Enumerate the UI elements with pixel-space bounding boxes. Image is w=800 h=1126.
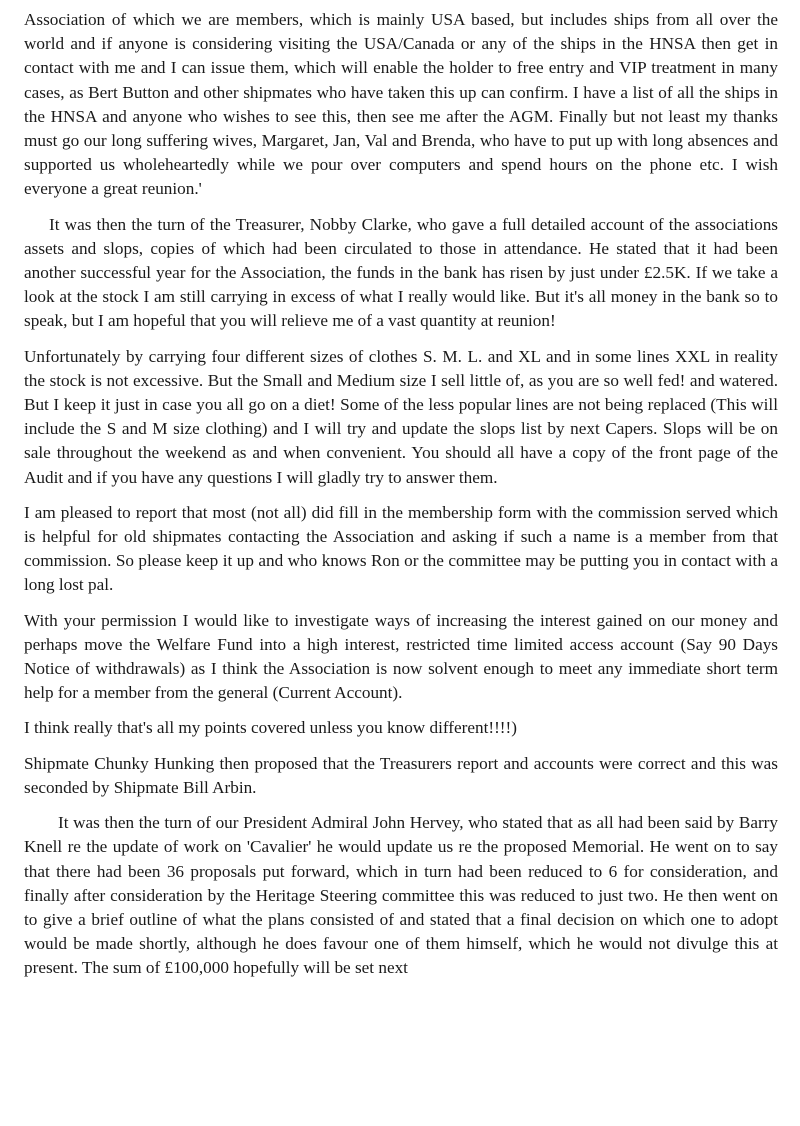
- paragraph-proposal-seconded: Shipmate Chunky Hunking then proposed that the Treasurers report and accounts were correct and this was seconded by Shipmate Bill Arbin.: [24, 753, 778, 797]
- paragraph-treasurer-report: It was then the turn of the Treasurer, Nobby Clarke, who gave a full detailed account of the associations assets and slops, copies of which had been circulated to those in attendance. He stated that it had been another successful year for the Association, the funds in the bank has risen by just under £2.5K. If we take a look at the stock I am still carrying in excess of what I really would like. But it's all money in the bank so to speak, but I am hopeful that you will relieve me of a vast quantity at reunion!: [24, 214, 778, 331]
- paragraph-membership-form: I am pleased to report that most (not all) did fill in the membership form with the commission served which is helpful for old shipmates contacting the Association and asking if such a name is a member from that commission. So please keep it up and who knows Ron or the committee may be putting you in contact with a long lost pal.: [24, 502, 778, 595]
- paragraph-stock-sizes: Unfortunately by carrying four different sizes of clothes S. M. L. and XL and in some lines XXL in reality the stock is not excessive. But the Small and Medium size I sell little of, as you are so well fed! and watered. But I keep it just in case you all go on a diet! Some of the less popular lines are not being replaced (This will include the S and M size clothing) and I will try and update the slops list by next Capers. Slops will be on sale throughout the weekend as and when convenient. You should all have a copy of the front page of the Audit and if you have any questions I will gladly try to answer them.: [24, 346, 778, 487]
- paragraph-welfare-fund: With your permission I would like to investigate ways of increasing the interest gained on our money and perhaps move the Welfare Fund into a high interest, restricted time limited access account (Say 90 Days Notice of withdrawals) as I think the Association is now solvent enough to meet any immediate short term help for a member from the general (Current Account).: [24, 610, 778, 703]
- document-page: [24, 8, 778, 992]
- paragraph-hnsa-membership: Association of which we are members, which is mainly USA based, but includes ships from all over the world and if anyone is considering visiting the USA/Canada or any of the ships in the HNSA then get in contact with me and I can issue them, which will enable the holder to free entry and VIP treatment in many cases, as Bert Button and other shipmates who have taken this up can confirm. I have a list of all the ships in the HNSA and anyone who wishes to see this, then see me after the AGM. Finally but not least my thanks must go our long suffering wives, Margaret, Jan, Val and Brenda, who have to put up with long absences and supported us wholeheartedly while we pour over computers and spend hours on the phone etc. I wish everyone a great reunion.': [24, 10, 778, 199]
- paragraph-points-covered: I think really that's all my points covered unless you know different!!!!): [24, 718, 517, 738]
- paragraph-president-memorial: It was then the turn of our President Admiral John Hervey, who stated that as all had been said by Barry Knell re the update of work on 'Cavalier' he would update us re the proposed Memorial. He went on to say that there had been 36 proposals put forward, which in turn had been reduced to 6 for consideration, and finally after consideration by the Heritage Steering committee this was reduced to just two. He then went on to give a brief outline of what the plans consisted of and stated that a final decision on which one to adopt would be made shortly, although he does favour one of them himself, which he would not divulge this at present. The sum of £100,000 hopefully will be set next: [24, 813, 778, 978]
